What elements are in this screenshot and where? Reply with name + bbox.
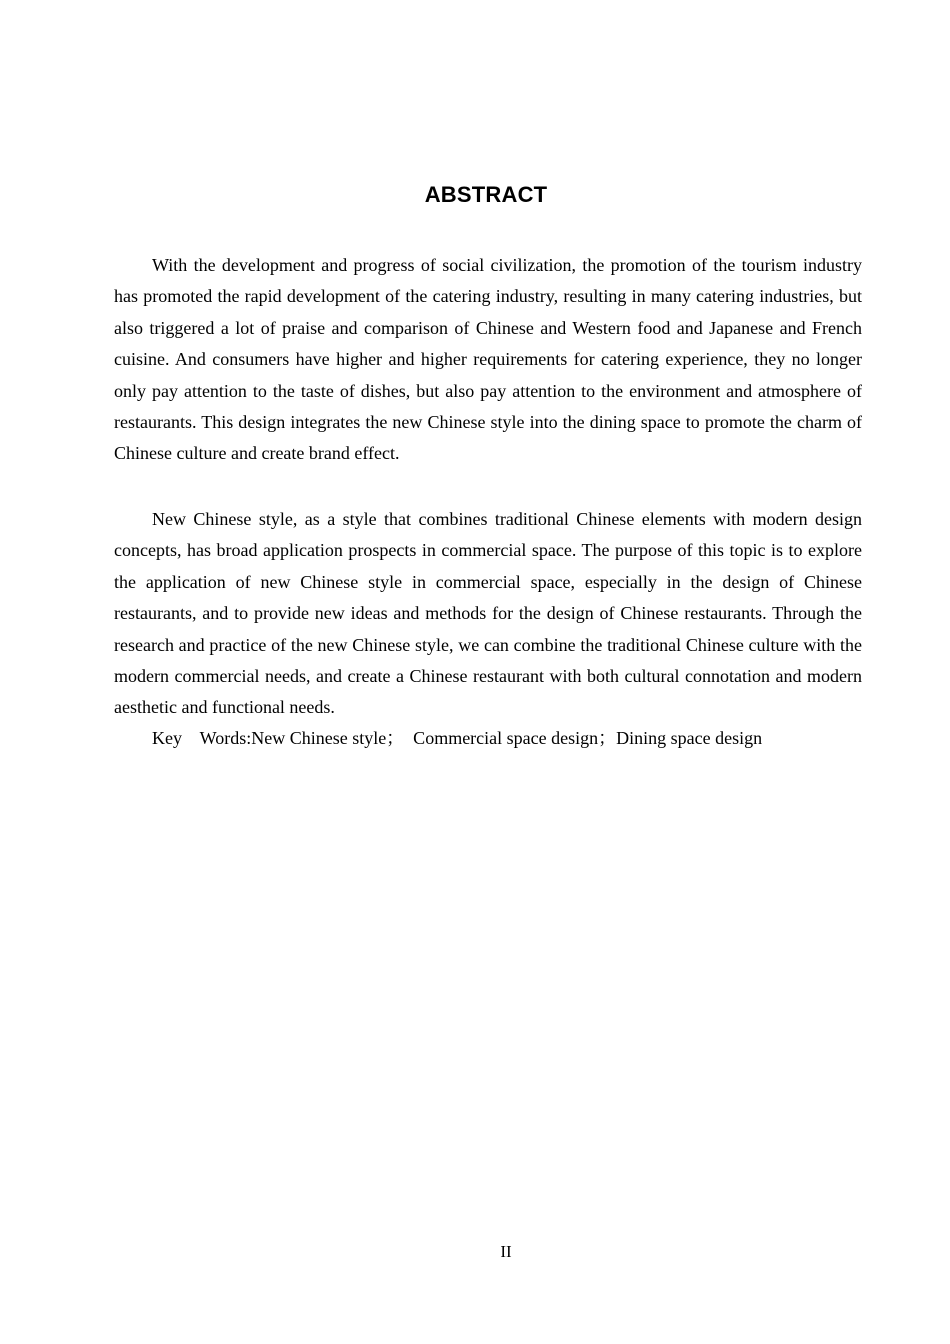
abstract-paragraph-2 [114, 504, 862, 724]
abstract-paragraph-1 [114, 250, 862, 470]
paragraph-text: With the development and progress of social civilization, the promotion of the tourism industry has promoted the rapid development of the catering industry, resulting in many catering industries, but also triggered a lot of praise and comparison of Chinese and Western food and Japanese and French cuisine. And consumers have higher and higher requirements for catering experience, they no longer only pay attention to the taste of dishes, but also pay attention to the environment and atmosphere of restaurants. This design integrates the new Chinese style into the dining space to promote the charm of Chinese culture and create brand effect. [114, 255, 862, 464]
paragraph-text: New Chinese style, as a style that combines traditional Chinese elements with modern design concepts, has broad application prospects in commercial space. The purpose of this topic is to explore the application of new Chinese style in commercial space, especially in the design of Chinese restaurants, and to provide new ideas and methods for the design of Chinese restaurants. Through the research and practice of the new Chinese style, we can combine the traditional Chinese culture with the modern commercial needs, and create a Chinese restaurant with both cultural connotation and modern aesthetic and functional needs. [114, 509, 862, 718]
page-title: ABSTRACT [424, 182, 548, 207]
page-number: II [500, 1242, 512, 1261]
keywords-line: Key Words:New Chinese style； Commercial space design；Dining space design [152, 728, 763, 748]
